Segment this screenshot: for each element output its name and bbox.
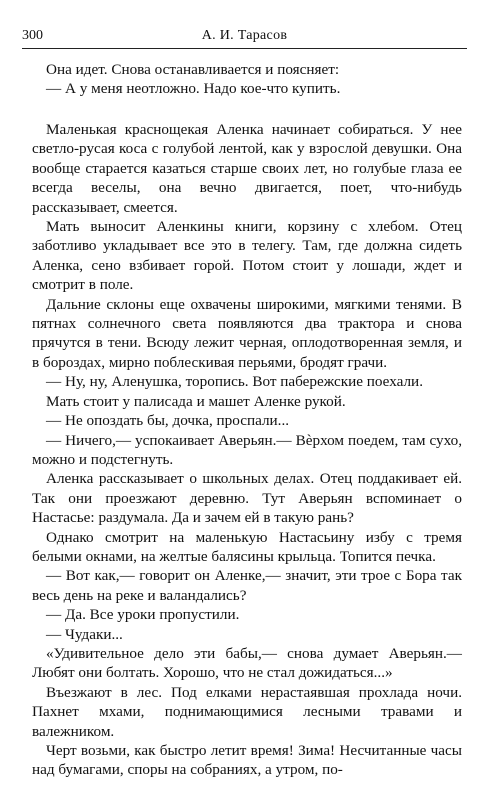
text-block-top [32,60,462,99]
paragraph: Дальние склоны еще охвачены широкими, мягкими тенями. В пятнах солнечного света появляются два трактора и снова прячутся в тени. Всюду лежит черная, оплодотворенная земля, и в бороздах, мирно поблескивая перьями, бродят грачи. [32,295,462,371]
paragraph: Черт возьми, как быстро летит время! Зима! Несчитанные часы над бумагами, споры на собраниях, а утром, по- [32,742,462,779]
paragraph: Мать стоит у палисада и машет Аленке рукой. [46,392,346,410]
running-title: А. И. Тарасов [201,28,288,43]
paragraph: Она идет. Снова останавливается и поясняет: [46,61,340,78]
paragraph: — Ничего,— успокаивает Аверьян.— Вѐрхом поедем, там сухо, можно и подстегнуть. [32,431,462,468]
paragraph: — Да. Все уроки пропустили. [46,606,240,624]
paragraph: Маленькая краснощекая Аленка начинает собираться. У нее светло-русая коса с голубой лентой, как у взрослой девушки. Она вообще старается казаться старше своих лет, но голубые глаза ее всегда веселы, она вечно двигается, поет, что-нибудь рассказывает, смеется. [32,121,462,216]
paragraph: — Ну, ну, Аленушка, торопись. Вот пабережские поехали. [46,373,423,391]
paragraph: — Не опоздать бы, дочка, проспали... [46,412,290,430]
running-head [22,26,467,46]
header-rule [22,48,467,49]
paragraph: Аленка рассказывает о школьных делах. Отец поддакивает ей. Так они проезжают деревню. Тут Аверьян вспоминает о Настасье: раздумала. Да и зачем ей в такую рань? [32,470,462,527]
paragraph: — А у меня неотложно. Надо кое-что купить. [46,80,341,98]
paragraph: «Удивительное дело эти бабы,— снова думает Аверьян.— Любят они болтать. Хорошо, что не стал дожидаться...» [32,644,462,682]
paragraph: Въезжают в лес. Под елками нерастаявшая прохлада ночи. Пахнет мхами, поднимающимися лесными травами и валежником. [32,683,462,740]
text-block-main [32,120,462,780]
page-number: 300 [22,28,43,43]
paragraph: — Вот как,— говорит он Аленке,— значит, эти трое с Бора так весь день на реке и валандались? [32,567,462,604]
paragraph: — Чудаки... [46,625,123,643]
paragraph: Однако смотрит на маленькую Настасьину избу с тремя белыми окнами, на желтые балясины крыльца. Топится печка. [32,528,462,565]
paragraph: Мать выносит Аленкины книги, корзину с хлебом. Отец заботливо укладывает все это в телегу. Там, где должна сидеть Аленка, сено взбивает горой. Потом стоит у лошади, ждет и смотрит в поле. [32,218,462,294]
